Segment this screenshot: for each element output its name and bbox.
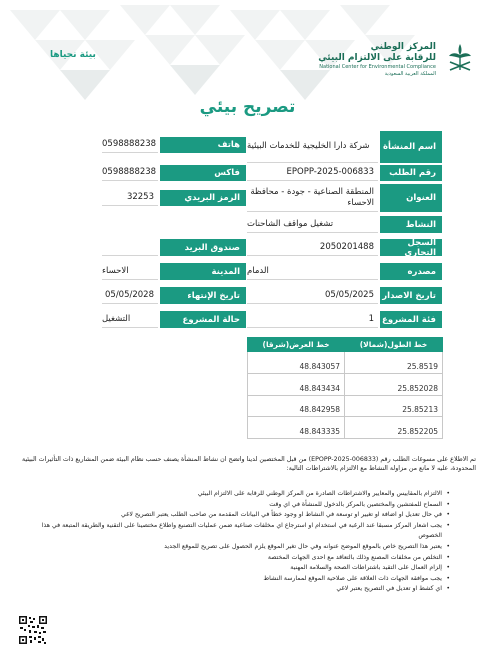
value-city: الاحساء [102, 263, 158, 280]
table-row [248, 373, 443, 395]
org-country: المملكة العربية السعودية [384, 71, 436, 77]
list-item: • اي كشط او تعديل في التصريح يعتبر لاغي [20, 584, 450, 595]
table-row [248, 352, 443, 374]
org-name-line1: المركز الوطني [370, 42, 436, 52]
col-header-lat: خط الطول(شمالا) [345, 338, 443, 352]
label-facility-name: اسم المنشأة [380, 131, 442, 163]
label-postal-code: الرمز البريدي [160, 190, 246, 206]
list-item: • يعتبر هذا التصريح خاص بالموقع الموضح عنوانه وفي حال تغير الموقع يلزم الحصول على تصريح للموقع الجديد [20, 542, 450, 553]
value-source: الدمام [247, 263, 378, 280]
saudi-emblem-icon [442, 40, 478, 76]
list-item: • الالتزام بالمقاييس والمعايير والاشتراطات الصادرة من المركز الوطني للرقابة على الالتزام البيئي [20, 489, 450, 500]
value-cr: 2050201488 [247, 239, 378, 256]
label-po-box: صندوق البريد [160, 239, 246, 256]
list-item: • يجب موافقة الجهات ذات العلاقة على صلاحية الموقع لممارسة النشاط [20, 574, 450, 585]
coordinates-header-row [248, 338, 443, 352]
value-address: المنطقة الصناعية - جودة - محافظة الاحساء [247, 184, 378, 212]
list-item: • إلزام العمال على التقيد باشتراطات الصحة والسلامة المهنية [20, 563, 450, 574]
cell-lon: 48.843057 [248, 352, 345, 374]
cell-lat: 25.852028 [345, 373, 443, 395]
page-title: تصريح بيئي [199, 97, 296, 117]
value-issue-date: 05/05/2025 [247, 287, 378, 304]
table-row [248, 395, 443, 417]
org-name-line2: للرقابة على الالتزام البيئي [318, 53, 436, 63]
cell-lon: 48.842958 [248, 395, 345, 417]
list-item: • السماح للمفتشين والمختصين بالمركز بالدخول للمنشأة في اي وقت [20, 500, 450, 511]
value-po-box [102, 239, 158, 256]
value-category: 1 [247, 311, 378, 328]
label-expiry-date: تاريخ الإنتهاء [160, 287, 246, 304]
label-project-status: حالة المشروع [160, 311, 246, 328]
cell-lat: 25.85213 [345, 395, 443, 417]
value-postal-code: 32253 [102, 190, 158, 206]
value-facility-name: شركة دارا الخليجية للخدمات البيئية [247, 131, 378, 163]
label-category: فئة المشروع [380, 311, 442, 328]
label-activity: النشاط [380, 216, 442, 233]
org-logo-text [318, 42, 436, 78]
org-name-en: National Center for Environmental Compliance [319, 64, 436, 70]
cell-lat: 25.852205 [345, 417, 443, 439]
terms-intro: تم الاطلاع على مسوغات الطلب رقم (EPOPP-2025-006833) من قبل المختصين لدينا واتضح ان نشاط المنشأة يصنف حسب نظام البيئة ضمن المشاريع ذات التأثيرات البيئية المحدودة، عليه لا مانع من مزاولة النشاط مع الالتزام بالاشتراطات التالية: [21, 456, 476, 472]
value-expiry-date: 05/05/2028 [102, 287, 158, 304]
terms-list [20, 489, 450, 595]
brand-slogan: بيئة نحياها [50, 50, 96, 60]
value-request-no: EPOPP-2025-006833 [247, 165, 378, 181]
label-fax: فاكس [160, 165, 246, 181]
cell-lon: 48.843434 [248, 373, 345, 395]
label-phone: هاتف [160, 137, 246, 153]
table-row [248, 417, 443, 439]
list-item: • التخلص من مخلفات المصنع وذلك بالتعاقد مع احدى الجهات المختصة [20, 553, 450, 564]
value-phone: 0598888238 [102, 137, 158, 153]
coordinates-table [247, 337, 443, 439]
value-project-status: التشغيل [102, 311, 158, 328]
label-request-no: رقم الطلب [380, 165, 442, 181]
value-fax: 0598888238 [102, 165, 158, 181]
col-header-lon: خط العرض(شرقا) [248, 338, 345, 352]
label-issue-date: تاريخ الاصدار [380, 287, 442, 304]
label-cr: السجل التجاري [380, 239, 442, 256]
header [0, 0, 495, 82]
value-activity: تشغيل مواقف الشاحنات [247, 216, 378, 233]
label-address: العنوان [380, 184, 442, 212]
label-city: المدينة [160, 263, 246, 280]
qr-code-icon [19, 616, 47, 644]
cell-lon: 48.843335 [248, 417, 345, 439]
cell-lat: 25.8519 [345, 352, 443, 374]
list-item: • في حال تعديل او اضافة او تغيير او توسعة في النشاط او وجود خطأ في البيانات المقدمة من صاحب الطلب يعتبر التصريح لاغي [20, 510, 450, 521]
label-source: مصدره [380, 263, 442, 280]
list-item: • يجب اشعار المركز مسبقا عند الرغبة في استخدام او استرجاع اي مخلفات صناعية ضمن عمليات التصنيع واطلاع مختصينا على التقنية والطريقة المتبعة في هذا الخصوص [20, 521, 450, 542]
